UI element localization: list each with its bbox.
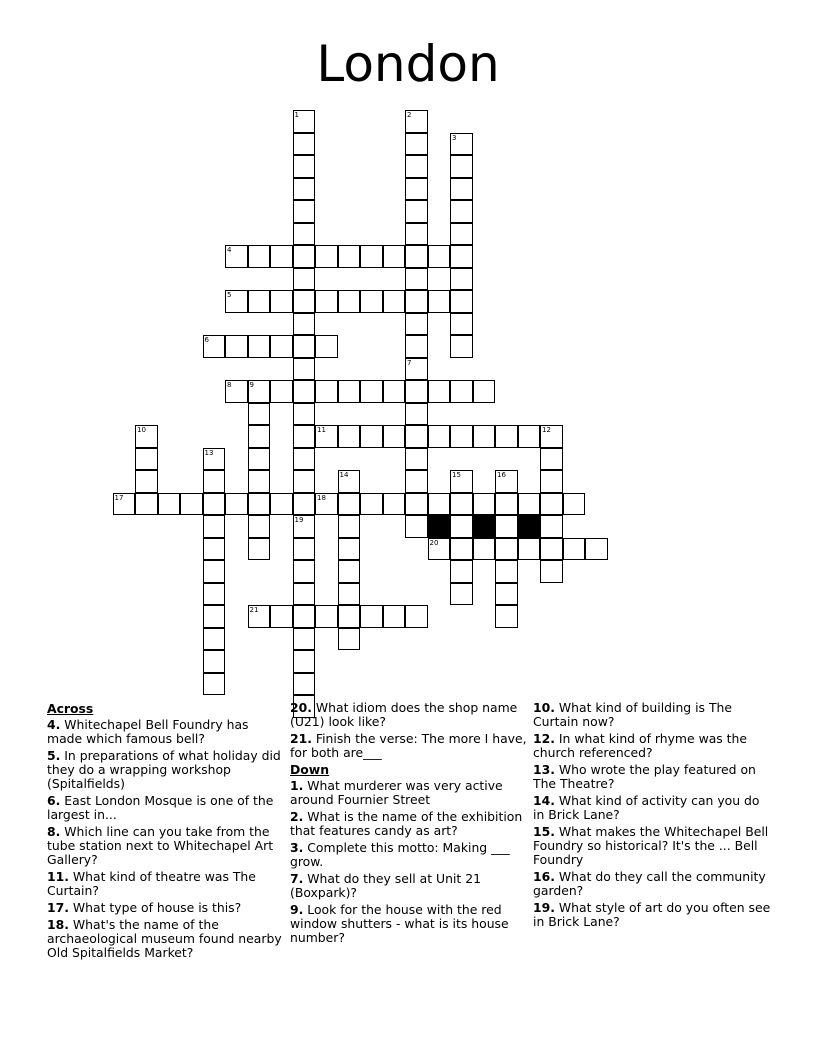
clue-number: 7.	[290, 871, 304, 886]
grid-cell[interactable]	[405, 358, 428, 381]
grid-cell[interactable]	[405, 245, 428, 268]
grid-cell[interactable]	[405, 290, 428, 313]
grid-cell[interactable]	[293, 650, 316, 673]
grid-cell[interactable]	[450, 560, 473, 583]
grid-cell[interactable]	[203, 448, 226, 471]
grid-block-cell	[428, 515, 451, 538]
grid-cell[interactable]	[315, 335, 338, 358]
clue-number: 6.	[47, 793, 61, 808]
grid-cell[interactable]	[270, 290, 293, 313]
cell-number: 17	[114, 493, 124, 502]
grid-cell[interactable]	[383, 425, 406, 448]
grid-cell[interactable]	[405, 403, 428, 426]
cell-number: 9	[249, 381, 254, 389]
grid-cell[interactable]	[518, 538, 541, 561]
grid-cell[interactable]	[293, 605, 316, 628]
grid-cell[interactable]	[383, 245, 406, 268]
grid-cell[interactable]	[203, 605, 226, 628]
grid-cell[interactable]	[180, 493, 203, 516]
grid-block-cell	[518, 515, 541, 538]
clue-text: What makes the Whitechapel Bell Foundry so historical? It's the ... Bell Foundry	[533, 824, 769, 867]
clue-text: What do they sell at Unit 21 (Boxpark)?	[290, 871, 481, 900]
grid-cell[interactable]	[315, 290, 338, 313]
clue-number: 17.	[47, 900, 69, 915]
clue-text: What style of art do you often see in Brick Lane?	[533, 900, 771, 929]
grid-cell[interactable]	[203, 470, 226, 493]
clue-text: What kind of activity can you do in Brick Lane?	[533, 793, 760, 822]
grid-cell[interactable]	[360, 425, 383, 448]
grid-cell[interactable]	[383, 605, 406, 628]
grid-block-cell	[473, 515, 496, 538]
grid-cell[interactable]	[270, 493, 293, 516]
across-clue	[290, 732, 528, 760]
grid-cell[interactable]	[495, 538, 518, 561]
clue-number: 21.	[290, 731, 312, 746]
clue-number: 2.	[290, 809, 304, 824]
grid-cell[interactable]	[450, 155, 473, 178]
grid-cell[interactable]	[270, 245, 293, 268]
grid-cell[interactable]	[315, 493, 338, 516]
grid-cell[interactable]	[203, 628, 226, 651]
grid-cell[interactable]	[248, 448, 271, 471]
down-clue	[533, 701, 771, 729]
across-clue	[47, 794, 285, 822]
grid-cell[interactable]	[248, 380, 271, 403]
across-clue	[47, 918, 285, 960]
clue-number: 20.	[290, 700, 312, 715]
clue-text: Look for the house with the red window shutters - what is its house number?	[290, 902, 509, 945]
grid-cell[interactable]	[270, 335, 293, 358]
grid-cell[interactable]	[360, 380, 383, 403]
grid-cell[interactable]	[540, 515, 563, 538]
grid-cell[interactable]	[540, 538, 563, 561]
cell-number: 12	[542, 426, 551, 434]
grid-cell[interactable]	[405, 470, 428, 493]
clue-text: What is the name of the exhibition that features candy as art?	[290, 809, 523, 838]
cell-number: 8	[227, 381, 232, 389]
grid-cell[interactable]	[405, 515, 428, 538]
clue-number: 4.	[47, 717, 61, 732]
grid-cell[interactable]	[405, 605, 428, 628]
grid-cell[interactable]	[203, 515, 226, 538]
down-clue	[533, 901, 771, 929]
clue-text: Which line can you take from the tube station next to Whitechapel Art Gallery?	[47, 824, 274, 867]
grid-cell[interactable]	[405, 110, 428, 133]
grid-cell[interactable]	[203, 335, 226, 358]
clue-number: 3.	[290, 840, 304, 855]
across-clue	[47, 749, 285, 791]
clue-text: In what kind of rhyme was the church referenced?	[533, 731, 748, 760]
cell-number: 4	[227, 246, 232, 254]
grid-cell[interactable]	[405, 448, 428, 471]
grid-cell[interactable]	[450, 583, 473, 606]
grid-cell[interactable]	[293, 380, 316, 403]
clue-number: 5.	[47, 748, 61, 763]
grid-cell[interactable]	[293, 178, 316, 201]
grid-cell[interactable]	[248, 515, 271, 538]
cell-number: 20	[429, 538, 439, 547]
clue-text: What kind of building is The Curtain now?	[533, 700, 732, 729]
grid-cell[interactable]	[113, 493, 136, 516]
grid-cell[interactable]	[203, 560, 226, 583]
grid-cell[interactable]	[293, 493, 316, 516]
clue-number: 18.	[47, 917, 69, 932]
grid-cell[interactable]	[383, 493, 406, 516]
grid-cell[interactable]	[248, 290, 271, 313]
grid-cell[interactable]	[450, 178, 473, 201]
grid-cell[interactable]	[428, 538, 451, 561]
grid-cell[interactable]	[495, 425, 518, 448]
grid-cell[interactable]	[383, 380, 406, 403]
grid-cell[interactable]	[495, 605, 518, 628]
grid-cell[interactable]	[293, 560, 316, 583]
grid-cell[interactable]	[293, 110, 316, 133]
across-clue	[47, 825, 285, 867]
across-clue	[290, 701, 528, 729]
grid-cell[interactable]	[135, 493, 158, 516]
grid-cell[interactable]	[450, 335, 473, 358]
grid-cell[interactable]	[450, 380, 473, 403]
grid-cell[interactable]	[450, 313, 473, 336]
grid-cell[interactable]	[563, 493, 586, 516]
grid-cell[interactable]	[248, 425, 271, 448]
grid-cell[interactable]	[360, 245, 383, 268]
grid-cell[interactable]	[473, 538, 496, 561]
grid-cell[interactable]	[293, 335, 316, 358]
across-heading: Across	[47, 701, 94, 716]
cell-number: 6	[204, 336, 209, 344]
grid-cell[interactable]	[428, 290, 451, 313]
down-clue	[290, 903, 528, 945]
grid-cell[interactable]	[405, 380, 428, 403]
grid-cell[interactable]	[428, 380, 451, 403]
cell-number: 16	[497, 471, 506, 479]
grid-cell[interactable]	[473, 380, 496, 403]
grid-cell[interactable]	[203, 538, 226, 561]
grid-cell[interactable]	[315, 380, 338, 403]
grid-cell[interactable]	[428, 245, 451, 268]
grid-cell[interactable]	[405, 425, 428, 448]
clue-text: Complete this motto: Making ___ grow.	[290, 840, 510, 869]
cell-number: 10	[137, 426, 146, 434]
down-clue	[533, 794, 771, 822]
grid-cell[interactable]	[270, 605, 293, 628]
clues-column-3	[533, 701, 771, 932]
across-clue	[47, 870, 285, 898]
grid-cell[interactable]	[293, 403, 316, 426]
grid-cell[interactable]	[450, 538, 473, 561]
grid-cell[interactable]	[360, 493, 383, 516]
grid-cell[interactable]	[293, 673, 316, 696]
grid-cell[interactable]	[315, 425, 338, 448]
clue-number: 14.	[533, 793, 555, 808]
grid-cell[interactable]	[338, 425, 361, 448]
cell-number: 13	[204, 448, 214, 457]
grid-cell[interactable]	[135, 470, 158, 493]
cell-number: 1	[294, 111, 299, 119]
grid-cell[interactable]	[450, 245, 473, 268]
cell-number: 19	[294, 516, 304, 524]
grid-cell[interactable]	[473, 425, 496, 448]
grid-cell[interactable]	[248, 538, 271, 561]
clue-text: What do they call the community garden?	[533, 869, 766, 898]
down-clue	[533, 870, 771, 898]
cell-number: 5	[227, 291, 232, 299]
grid-cell[interactable]	[405, 200, 428, 223]
grid-cell[interactable]	[158, 493, 181, 516]
grid-cell[interactable]	[248, 470, 271, 493]
grid-cell[interactable]	[203, 583, 226, 606]
clue-text: What type of house is this?	[68, 900, 242, 915]
grid-cell[interactable]	[293, 133, 316, 156]
grid-cell[interactable]	[293, 200, 316, 223]
grid-cell[interactable]	[338, 245, 361, 268]
grid-cell[interactable]	[248, 493, 271, 516]
grid-cell[interactable]	[518, 493, 541, 516]
grid-cell[interactable]	[293, 223, 316, 246]
clue-text: In preparations of what holiday did they do a wrapping workshop (Spitalfields)	[47, 748, 281, 791]
grid-cell[interactable]	[338, 538, 361, 561]
grid-cell[interactable]	[495, 560, 518, 583]
grid-cell[interactable]	[540, 470, 563, 493]
grid-cell[interactable]	[540, 425, 563, 448]
grid-cell[interactable]	[450, 133, 473, 156]
grid-cell[interactable]	[540, 493, 563, 516]
grid-cell[interactable]	[315, 245, 338, 268]
grid-cell[interactable]	[450, 223, 473, 246]
grid-cell[interactable]	[338, 628, 361, 651]
grid-cell[interactable]	[360, 605, 383, 628]
grid-cell[interactable]	[405, 268, 428, 291]
cell-number: 21	[249, 606, 259, 614]
grid-cell[interactable]	[293, 245, 316, 268]
grid-cell[interactable]	[203, 673, 226, 696]
clue-number: 11.	[47, 869, 69, 884]
grid-cell[interactable]	[248, 403, 271, 426]
down-clue	[533, 763, 771, 791]
down-clue	[290, 841, 528, 869]
clue-text: Who wrote the play featured on The Theatre?	[533, 762, 756, 791]
grid-cell[interactable]	[405, 313, 428, 336]
clue-number: 10.	[533, 700, 555, 715]
clue-text: What's the name of the archaeological museum found nearby Old Spitalfields Market?	[47, 917, 282, 960]
grid-cell[interactable]	[360, 290, 383, 313]
grid-cell[interactable]	[338, 560, 361, 583]
grid-cell[interactable]	[518, 425, 541, 448]
grid-cell[interactable]	[495, 493, 518, 516]
grid-cell[interactable]	[428, 493, 451, 516]
across-clue	[47, 718, 285, 746]
cell-number: 14	[339, 471, 349, 479]
down-clue	[290, 872, 528, 900]
cell-number: 2	[407, 111, 412, 119]
down-heading: Down	[290, 762, 330, 777]
grid-cell[interactable]	[405, 335, 428, 358]
grid-cell[interactable]	[585, 538, 608, 561]
grid-cell[interactable]	[450, 268, 473, 291]
grid-cell[interactable]	[338, 515, 361, 538]
grid-cell[interactable]	[135, 448, 158, 471]
clue-number: 9.	[290, 902, 304, 917]
grid-cell[interactable]	[225, 290, 248, 313]
grid-cell[interactable]	[293, 155, 316, 178]
grid-cell[interactable]	[248, 605, 271, 628]
down-clue	[290, 779, 528, 807]
clue-number: 16.	[533, 869, 555, 884]
grid-cell[interactable]	[203, 493, 226, 516]
clue-text: Whitechapel Bell Foundry has made which famous bell?	[47, 717, 249, 746]
grid-cell[interactable]	[338, 290, 361, 313]
clue-number: 12.	[533, 731, 555, 746]
down-clue	[533, 732, 771, 760]
grid-cell[interactable]	[225, 245, 248, 268]
clue-text: What kind of theatre was The Curtain?	[47, 869, 256, 898]
clues-column-1	[47, 701, 285, 963]
grid-cell[interactable]	[135, 425, 158, 448]
grid-cell[interactable]	[450, 290, 473, 313]
grid-cell[interactable]	[495, 583, 518, 606]
cell-number: 11	[317, 426, 326, 434]
grid-cell[interactable]	[293, 470, 316, 493]
grid-cell[interactable]	[225, 335, 248, 358]
cell-number: 15	[452, 471, 461, 479]
clue-number: 15.	[533, 824, 555, 839]
across-clue	[47, 901, 285, 915]
clue-number: 13.	[533, 762, 555, 777]
grid-cell[interactable]	[405, 155, 428, 178]
grid-cell[interactable]	[293, 628, 316, 651]
page-title: London	[316, 35, 500, 93]
clue-number: 19.	[533, 900, 555, 915]
grid-cell[interactable]	[450, 515, 473, 538]
grid-cell[interactable]	[203, 650, 226, 673]
clues-column-2	[290, 701, 528, 948]
grid-cell[interactable]	[495, 515, 518, 538]
grid-cell[interactable]	[270, 380, 293, 403]
grid-cell[interactable]	[248, 335, 271, 358]
down-clue	[290, 810, 528, 838]
clue-number: 8.	[47, 824, 61, 839]
grid-cell[interactable]	[405, 178, 428, 201]
grid-cell[interactable]	[495, 470, 518, 493]
clue-text: What idiom does the shop name (U21) look like?	[290, 700, 518, 729]
grid-cell[interactable]	[450, 470, 473, 493]
grid-cell[interactable]	[338, 583, 361, 606]
grid-cell[interactable]	[293, 515, 316, 538]
grid-cell[interactable]	[338, 605, 361, 628]
grid-cell[interactable]	[338, 493, 361, 516]
grid-cell[interactable]	[248, 245, 271, 268]
grid-cell[interactable]	[473, 493, 496, 516]
grid-cell[interactable]	[293, 290, 316, 313]
grid-cell[interactable]	[293, 268, 316, 291]
grid-cell[interactable]	[293, 358, 316, 381]
grid-cell[interactable]	[293, 583, 316, 606]
cell-number: 3	[452, 133, 457, 142]
grid-cell[interactable]	[563, 538, 586, 561]
grid-cell[interactable]	[315, 605, 338, 628]
grid-cell[interactable]	[338, 470, 361, 493]
grid-cell[interactable]	[293, 448, 316, 471]
down-clue	[533, 825, 771, 867]
grid-cell[interactable]	[450, 425, 473, 448]
grid-cell[interactable]	[450, 493, 473, 516]
grid-cell[interactable]	[428, 425, 451, 448]
cell-number: 7	[407, 358, 412, 367]
clue-number: 1.	[290, 778, 304, 793]
grid-cell[interactable]	[293, 538, 316, 561]
grid-cell[interactable]	[338, 380, 361, 403]
clue-text: East London Mosque is one of the largest in...	[47, 793, 274, 822]
grid-cell[interactable]	[540, 448, 563, 471]
grid-cell[interactable]	[225, 380, 248, 403]
grid-cell[interactable]	[293, 425, 316, 448]
grid-cell[interactable]	[293, 313, 316, 336]
grid-cell[interactable]	[405, 223, 428, 246]
grid-cell[interactable]	[405, 493, 428, 516]
clue-text: Finish the verse: The more I have, for both are___	[290, 731, 527, 760]
grid-cell[interactable]	[450, 200, 473, 223]
clue-text: What murderer was very active around Fournier Street	[290, 778, 503, 807]
grid-cell[interactable]	[225, 493, 248, 516]
cell-number: 18	[317, 493, 326, 502]
grid-cell[interactable]	[383, 290, 406, 313]
grid-cell[interactable]	[405, 133, 428, 156]
grid-cell[interactable]	[540, 560, 563, 583]
